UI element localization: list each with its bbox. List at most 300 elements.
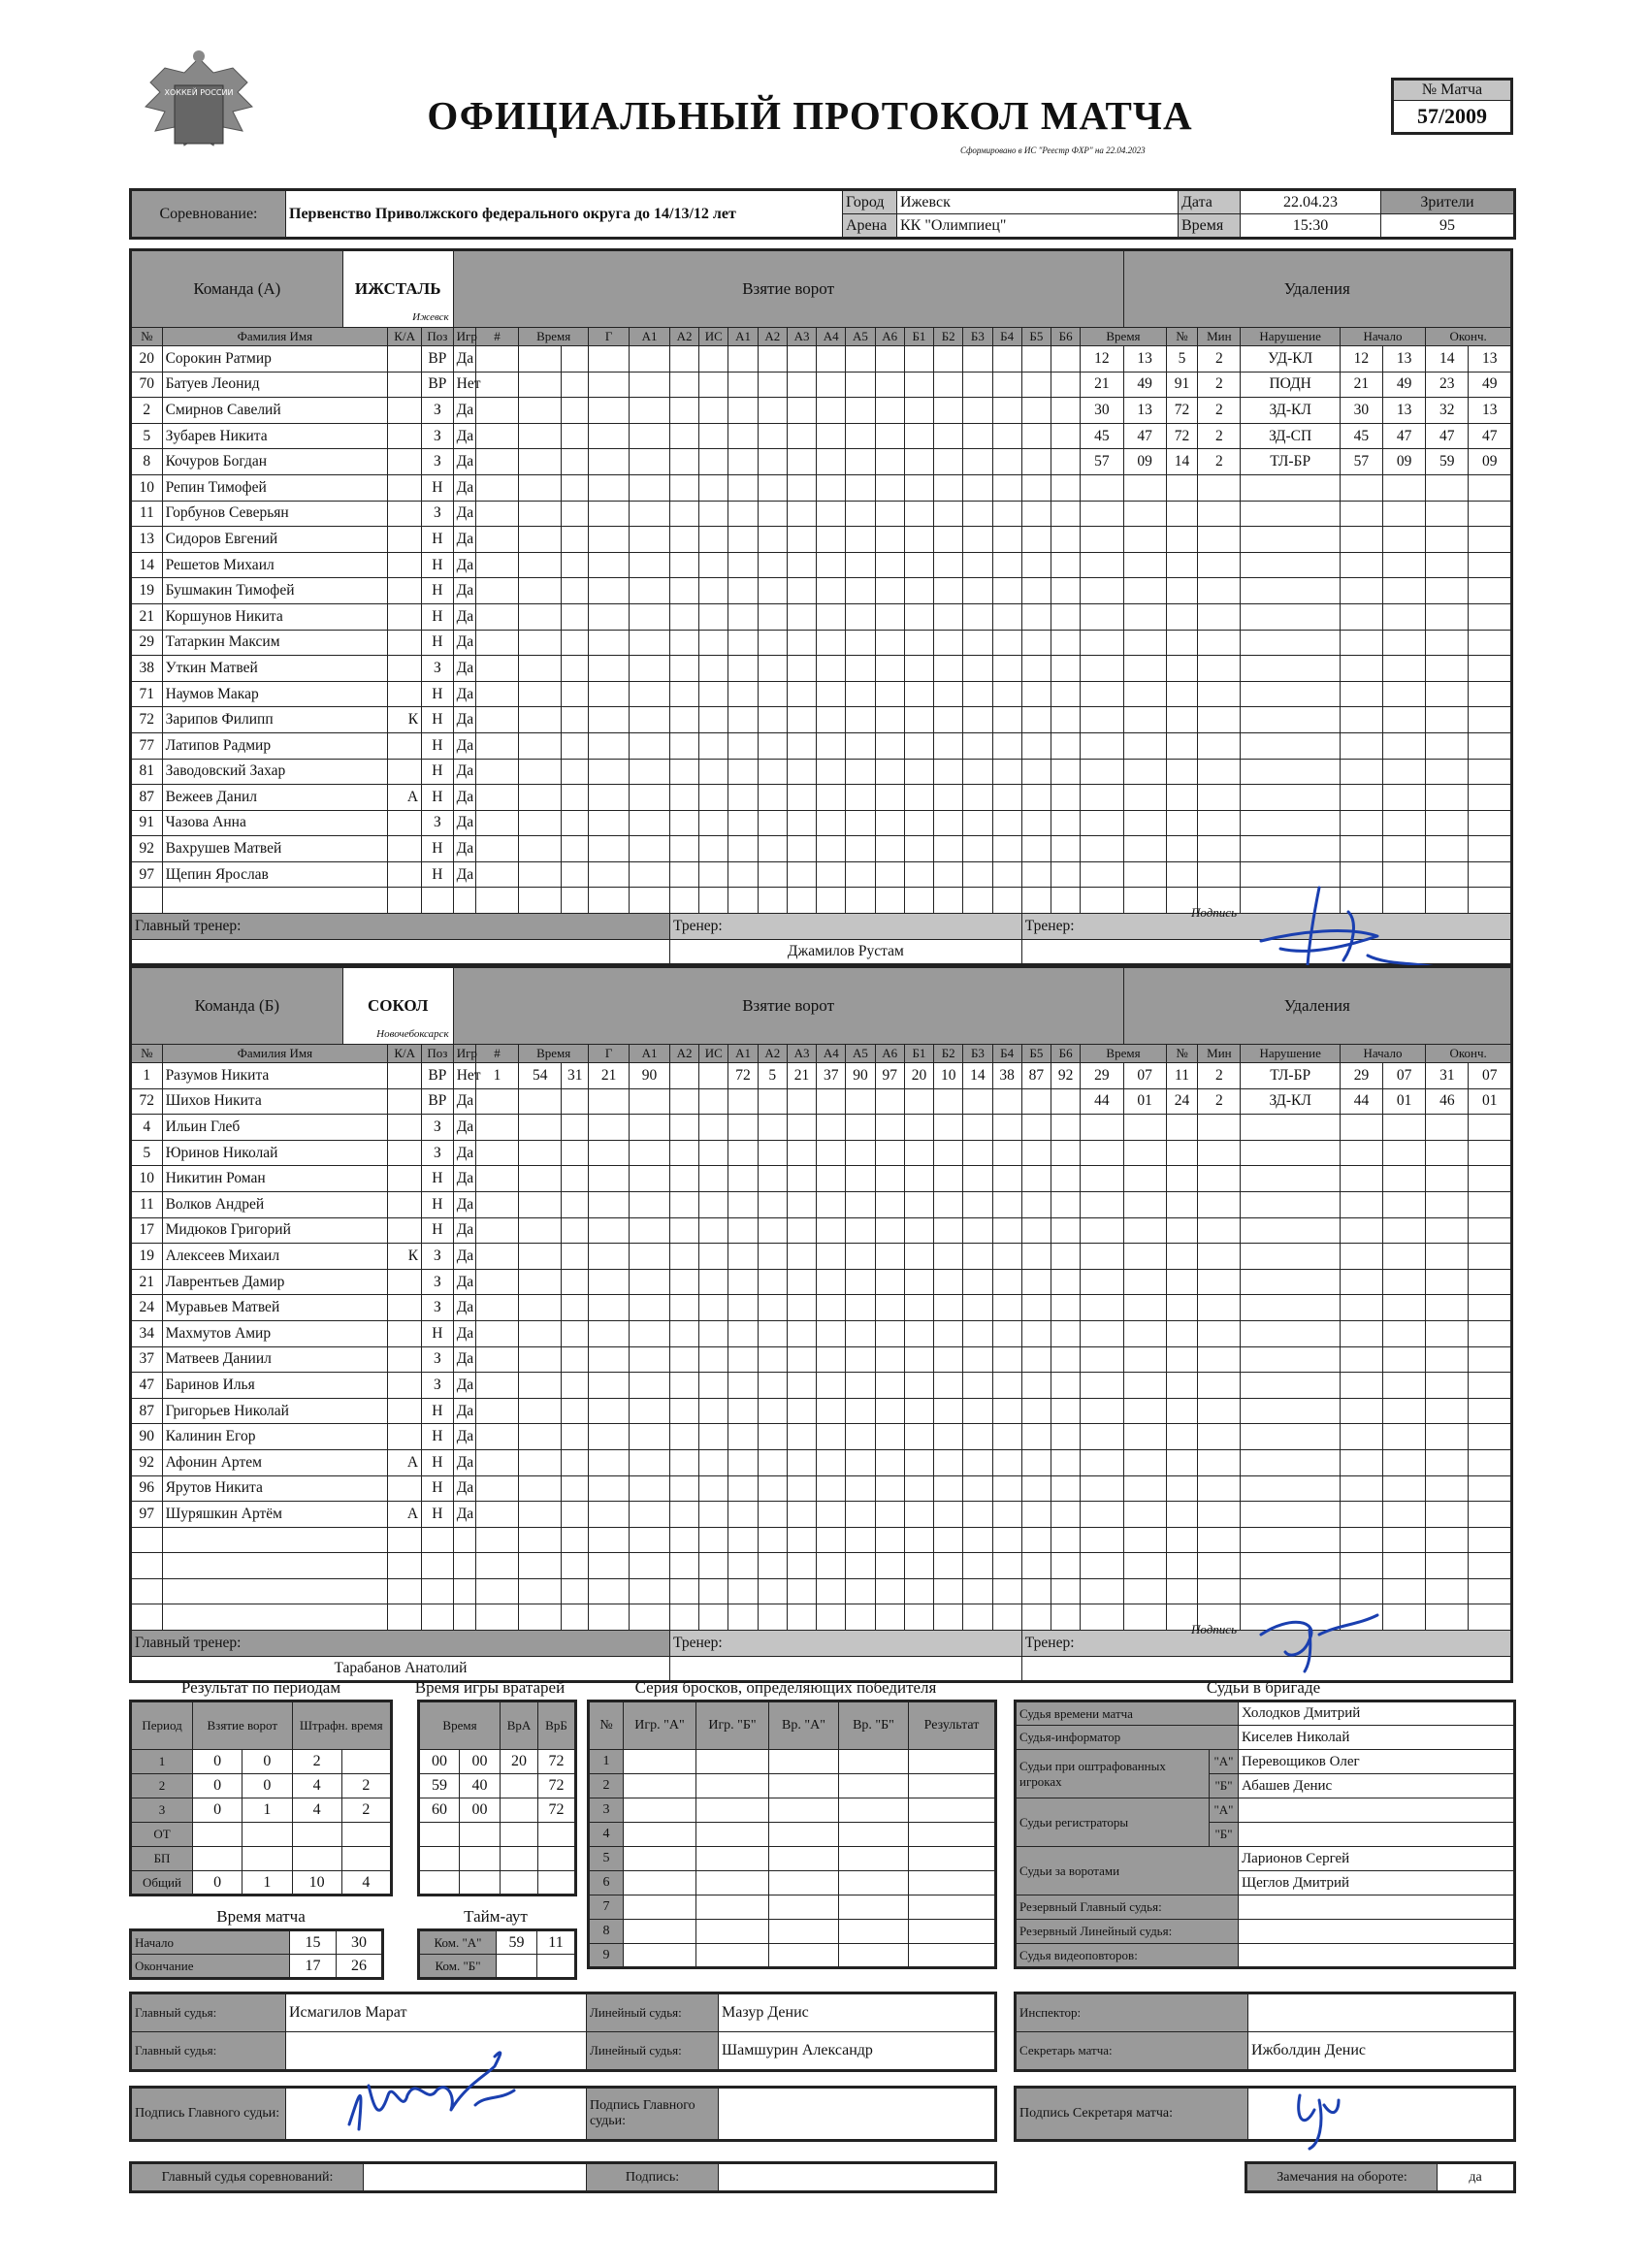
shootout-pb-header: Игр. "Б"	[696, 1701, 769, 1750]
goal-min	[519, 1115, 562, 1141]
goal-on-ice-minus	[934, 1320, 963, 1346]
penalty-min	[1081, 603, 1123, 630]
goal-on-ice-plus	[728, 1346, 758, 1373]
goal-number	[475, 1604, 518, 1631]
goal-scorer	[589, 1217, 630, 1244]
player-role	[388, 861, 422, 888]
table-row	[131, 759, 1512, 785]
goal-on-ice-plus	[875, 1244, 904, 1270]
player-number: 14	[131, 552, 163, 578]
goal-on-ice-plus	[817, 603, 846, 630]
goal-on-ice-minus	[992, 1398, 1021, 1424]
player-name: Коршунов Никита	[162, 603, 388, 630]
shootout-no: 4	[589, 1823, 624, 1847]
goal-on-ice-plus	[728, 474, 758, 501]
goal-assist-2	[669, 810, 698, 836]
penalty-violation	[1241, 759, 1340, 785]
goal-assist-2	[669, 578, 698, 604]
player-position: Н	[422, 578, 454, 604]
goal-on-ice-plus	[787, 552, 816, 578]
goal-on-ice-plus	[728, 1424, 758, 1450]
goal-on-ice-plus	[758, 1217, 787, 1244]
goal-situation	[699, 861, 728, 888]
goal-on-ice-plus	[817, 836, 846, 862]
period-pim-a	[292, 1823, 341, 1847]
goal-on-ice-minus	[992, 501, 1021, 527]
time-label: Время	[1179, 214, 1241, 239]
col-pen_time: Время	[1081, 328, 1166, 346]
goal-scorer	[589, 501, 630, 527]
player-number	[131, 888, 163, 914]
penalty-end-min	[1426, 1320, 1469, 1346]
goal-on-ice-minus	[904, 1244, 933, 1270]
goalie-a	[501, 1798, 538, 1823]
table-row	[131, 346, 1512, 373]
penalty-minutes	[1198, 527, 1241, 553]
penalty-end-sec	[1469, 810, 1512, 836]
goal-on-ice-minus	[904, 423, 933, 449]
goal-on-ice-minus	[1051, 1320, 1081, 1346]
goal-sec	[562, 423, 589, 449]
goal-on-ice-plus	[787, 501, 816, 527]
goal-min	[519, 1449, 562, 1475]
goal-on-ice-minus	[1051, 1269, 1081, 1295]
penalty-end-min	[1426, 785, 1469, 811]
goal-on-ice-plus	[728, 888, 758, 914]
player-number: 34	[131, 1320, 163, 1346]
col-p3: А3	[787, 328, 816, 346]
goal-min	[519, 1373, 562, 1399]
goal-on-ice-minus	[1051, 656, 1081, 682]
goal-assist-2	[669, 603, 698, 630]
penalty-minutes	[1198, 1320, 1241, 1346]
goal-situation	[699, 1373, 728, 1399]
period-pim-a: 2	[292, 1750, 341, 1774]
goal-on-ice-minus	[904, 1502, 933, 1528]
goal-on-ice-plus	[817, 759, 846, 785]
goal-scorer	[589, 785, 630, 811]
goal-number	[475, 707, 518, 733]
timekeeper-label: Судья времени матча	[1016, 1701, 1239, 1726]
goal-assist-1	[630, 501, 670, 527]
goal-on-ice-minus	[992, 1140, 1021, 1166]
goal-on-ice-minus	[1051, 1578, 1081, 1604]
main-judge-label-2: Главный судья:	[131, 2032, 286, 2071]
penalty-player	[1166, 1320, 1198, 1346]
goal-on-ice-minus	[1051, 732, 1081, 759]
penalty-minutes	[1198, 732, 1241, 759]
player-number: 11	[131, 1191, 163, 1217]
arena: КК "Олимпиец"	[897, 214, 1179, 239]
goal-on-ice-minus	[992, 1527, 1021, 1553]
goal-on-ice-minus	[1051, 630, 1081, 656]
player-name: Алексеев Михаил	[162, 1244, 388, 1270]
penalty-min	[1081, 1140, 1123, 1166]
penalty-minutes	[1198, 1115, 1241, 1141]
goal-number	[475, 836, 518, 862]
goal-on-ice-plus	[817, 1604, 846, 1631]
col-p4: А4	[817, 1045, 846, 1063]
goal-on-ice-plus	[817, 1346, 846, 1373]
player-played: Да	[453, 836, 475, 862]
referees-title: Судьи в бригаде	[1206, 1678, 1321, 1697]
goal-on-ice-minus	[904, 888, 933, 914]
penalty-start-min	[1340, 1527, 1382, 1553]
penalty-end-sec	[1469, 501, 1512, 527]
goal-on-ice-minus	[992, 888, 1021, 914]
timeout-b-label: Ком. "Б"	[419, 1955, 497, 1979]
goal-on-ice-plus	[875, 1527, 904, 1553]
goal-on-ice-minus	[934, 1398, 963, 1424]
player-position: ВР	[422, 346, 454, 373]
player-played: Да	[453, 1475, 475, 1502]
shootout-no: 9	[589, 1944, 624, 1968]
goalie-sec: 40	[460, 1774, 501, 1798]
goal-on-ice-minus	[963, 785, 992, 811]
player-played: Да	[453, 1295, 475, 1321]
goal-min	[519, 1527, 562, 1553]
goal-sec	[562, 527, 589, 553]
col-pen_end: Оконч.	[1426, 328, 1512, 346]
goal-on-ice-plus	[758, 372, 787, 398]
goal-assist-2	[669, 1166, 698, 1192]
player-played	[453, 1553, 475, 1579]
goal-scorer	[589, 810, 630, 836]
penalty-min	[1081, 1578, 1123, 1604]
goal-sec	[562, 1373, 589, 1399]
goal-number	[475, 681, 518, 707]
timeout-a-sec: 11	[537, 1930, 576, 1955]
goalie-b: 72	[538, 1798, 576, 1823]
penalty-player	[1166, 1115, 1198, 1141]
player-role	[388, 578, 422, 604]
penalty-violation	[1241, 1244, 1340, 1270]
goal-number	[475, 449, 518, 475]
goal-on-ice-plus	[728, 861, 758, 888]
goal-situation	[699, 1088, 728, 1115]
goal-sec	[562, 398, 589, 424]
penalty-end-min	[1426, 1269, 1469, 1295]
goal-scorer	[589, 836, 630, 862]
period-name: Общий	[131, 1871, 193, 1895]
goal-on-ice-minus	[1051, 1166, 1081, 1192]
goal-on-ice-plus	[846, 603, 875, 630]
penalty-violation	[1241, 1140, 1340, 1166]
goal-assist-2	[669, 1475, 698, 1502]
player-role	[388, 759, 422, 785]
goal-number	[475, 398, 518, 424]
penalty-minutes	[1198, 552, 1241, 578]
goal-on-ice-plus	[817, 346, 846, 373]
col-a1: А1	[630, 1045, 670, 1063]
penalty-start-sec	[1383, 552, 1426, 578]
goal-on-ice-plus	[846, 1140, 875, 1166]
goal-on-ice-plus	[758, 1166, 787, 1192]
goal-on-ice-minus	[1051, 603, 1081, 630]
goal-on-ice-minus	[1051, 1346, 1081, 1373]
player-role: А	[388, 1449, 422, 1475]
penalty-end-sec	[1469, 1424, 1512, 1450]
goal-on-ice-minus	[1021, 707, 1051, 733]
goal-on-ice-plus	[787, 1115, 816, 1141]
table-row	[131, 1140, 1512, 1166]
penalty-violation: ЗД-СП	[1241, 423, 1340, 449]
penalty-end-min	[1426, 707, 1469, 733]
goal-on-ice-plus	[846, 785, 875, 811]
penalty-player	[1166, 1553, 1198, 1579]
goal-on-ice-plus	[846, 1191, 875, 1217]
goal-on-ice-plus	[846, 888, 875, 914]
penalty-end-sec	[1469, 1191, 1512, 1217]
penalty-min: 12	[1081, 346, 1123, 373]
penalty-min	[1081, 681, 1123, 707]
penalty-end-sec	[1469, 1604, 1512, 1631]
goal-on-ice-minus	[1051, 1424, 1081, 1450]
goal-on-ice-plus	[728, 346, 758, 373]
penalty-player	[1166, 552, 1198, 578]
goal-on-ice-plus	[817, 1449, 846, 1475]
goal-sec	[562, 1295, 589, 1321]
goal-number	[475, 1398, 518, 1424]
penalty-min	[1081, 1553, 1123, 1579]
goal-scorer	[589, 398, 630, 424]
player-role: К	[388, 707, 422, 733]
goal-on-ice-minus	[1051, 681, 1081, 707]
player-position: Н	[422, 1449, 454, 1475]
period-goals-b: 1	[242, 1798, 292, 1823]
shootout-no: 2	[589, 1774, 624, 1798]
player-name: Баринов Илья	[162, 1373, 388, 1399]
goal-on-ice-minus	[1021, 603, 1051, 630]
player-played	[453, 1578, 475, 1604]
penalty-end-sec: 13	[1469, 346, 1512, 373]
goal-on-ice-minus	[1021, 1217, 1051, 1244]
goal-number	[475, 346, 518, 373]
goal-on-ice-plus	[728, 1115, 758, 1141]
goal-on-ice-minus	[934, 1088, 963, 1115]
player-role	[388, 1604, 422, 1631]
table-row	[419, 1750, 576, 1774]
table-row	[589, 1774, 996, 1798]
goal-on-ice-plus	[787, 1191, 816, 1217]
goal-on-ice-minus	[992, 861, 1021, 888]
goal-on-ice-plus	[787, 1320, 816, 1346]
goal-situation	[699, 1578, 728, 1604]
goal-on-ice-minus	[904, 372, 933, 398]
penalty-start-min	[1340, 1295, 1382, 1321]
player-name: Батуев Леонид	[162, 372, 388, 398]
page-subtitle: Сформировано в ИС "Реестр ФХР" на 22.04.2023	[960, 146, 1146, 155]
goal-on-ice-minus	[934, 1244, 963, 1270]
table-row	[589, 1895, 996, 1920]
penalty-sec: 13	[1123, 346, 1166, 373]
player-number: 20	[131, 346, 163, 373]
goal-on-ice-plus	[875, 1346, 904, 1373]
col-pen_end: Оконч.	[1426, 1045, 1512, 1063]
goal-assist-2	[669, 372, 698, 398]
player-position: З	[422, 398, 454, 424]
goal-judge-1: Ларионов Сергей	[1239, 1847, 1515, 1871]
goal-on-ice-plus	[728, 1604, 758, 1631]
goal-on-ice-minus	[1021, 1527, 1051, 1553]
goal-assist-2	[669, 1088, 698, 1115]
goal-on-ice-minus	[1051, 398, 1081, 424]
penalty-start-min	[1340, 1320, 1382, 1346]
goal-on-ice-plus	[758, 1244, 787, 1270]
table-row	[131, 423, 1512, 449]
goal-assist-1: 90	[630, 1063, 670, 1089]
goal-on-ice-plus	[875, 1166, 904, 1192]
periods-title: Результат по периодам	[180, 1678, 341, 1697]
penalty-start-sec	[1383, 1166, 1426, 1192]
goal-on-ice-plus	[875, 1502, 904, 1528]
period-pim-a: 10	[292, 1871, 341, 1895]
goal-on-ice-plus	[758, 1115, 787, 1141]
penalty-violation: ТЛ-БР	[1241, 449, 1340, 475]
goal-number	[475, 1502, 518, 1528]
goal-assist-1	[630, 578, 670, 604]
goal-on-ice-minus	[1051, 1088, 1081, 1115]
player-name	[162, 888, 388, 914]
goal-on-ice-plus	[728, 1578, 758, 1604]
penalty-min	[1081, 707, 1123, 733]
player-played: Да	[453, 1502, 475, 1528]
goal-on-ice-minus	[992, 810, 1021, 836]
penalty-start-sec	[1383, 1269, 1426, 1295]
goal-assist-2	[669, 1578, 698, 1604]
goal-number	[475, 603, 518, 630]
goal-on-ice-minus	[904, 707, 933, 733]
goal-min	[519, 630, 562, 656]
table-row	[131, 1088, 1512, 1115]
goal-on-ice-minus	[934, 1166, 963, 1192]
penalty-end-min: 46	[1426, 1088, 1469, 1115]
player-position: З	[422, 1373, 454, 1399]
goal-on-ice-plus	[817, 372, 846, 398]
penalty-sec	[1123, 1295, 1166, 1321]
player-role: А	[388, 785, 422, 811]
goal-min	[519, 1475, 562, 1502]
penalties-header: Удаления	[1123, 250, 1511, 328]
registrar-b-tag: "Б"	[1210, 1823, 1239, 1847]
goal-on-ice-minus	[992, 552, 1021, 578]
goal-on-ice-plus	[787, 1295, 816, 1321]
penalty-sec	[1123, 578, 1166, 604]
penalty-end-min	[1426, 656, 1469, 682]
goal-on-ice-minus	[1021, 1373, 1051, 1399]
col-p4: А4	[817, 328, 846, 346]
goal-on-ice-minus	[963, 552, 992, 578]
goal-on-ice-minus	[963, 1217, 992, 1244]
goal-on-ice-plus	[817, 398, 846, 424]
goal-on-ice-minus	[992, 1191, 1021, 1217]
goal-min	[519, 1553, 562, 1579]
col-m4: Б4	[992, 1045, 1021, 1063]
goal-min	[519, 1140, 562, 1166]
table-row	[131, 372, 1512, 398]
goal-on-ice-plus	[787, 656, 816, 682]
goal-on-ice-minus	[963, 1502, 992, 1528]
player-position: ВР	[422, 1063, 454, 1089]
penalty-end-min: 31	[1426, 1063, 1469, 1089]
col-pen_viol: Нарушение	[1241, 1045, 1340, 1063]
goal-on-ice-minus	[963, 1449, 992, 1475]
goal-assist-2	[669, 707, 698, 733]
penalty-end-min	[1426, 1166, 1469, 1192]
goal-on-ice-minus	[934, 1449, 963, 1475]
penalty-end-sec	[1469, 681, 1512, 707]
goal-sec	[562, 1475, 589, 1502]
goal-on-ice-minus	[963, 1269, 992, 1295]
col-m3: Б3	[963, 328, 992, 346]
goal-on-ice-minus	[992, 1553, 1021, 1579]
penalty-sec	[1123, 785, 1166, 811]
penalty-violation: ТЛ-БР	[1241, 1063, 1340, 1089]
penalty-violation	[1241, 1475, 1340, 1502]
goal-on-ice-minus	[1051, 449, 1081, 475]
goal-on-ice-minus	[1051, 1475, 1081, 1502]
goal-on-ice-minus	[934, 449, 963, 475]
penalty-player	[1166, 1373, 1198, 1399]
goal-on-ice-plus	[817, 578, 846, 604]
col-p6: А6	[875, 328, 904, 346]
penalty-end-min	[1426, 552, 1469, 578]
goalie-a-header: ВрА	[501, 1701, 538, 1750]
penalty-start-sec	[1383, 1424, 1426, 1450]
goal-on-ice-minus	[963, 1553, 992, 1579]
goal-situation	[699, 552, 728, 578]
penalty-minutes	[1198, 1373, 1241, 1399]
goal-assist-1	[630, 527, 670, 553]
goal-on-ice-minus	[963, 1295, 992, 1321]
penalty-start-sec	[1383, 681, 1426, 707]
goal-on-ice-minus	[1021, 474, 1051, 501]
shootout-result-header: Результат	[909, 1701, 996, 1750]
penalty-start-sec	[1383, 527, 1426, 553]
inspector-label: Инспектор:	[1016, 1993, 1248, 2032]
spectators-label: Зрители	[1381, 190, 1515, 214]
penalty-violation: ПОДН	[1241, 372, 1340, 398]
goal-on-ice-minus	[904, 785, 933, 811]
timeout-a-min: 59	[497, 1930, 537, 1955]
goal-on-ice-plus	[728, 1320, 758, 1346]
goal-assist-2	[669, 1527, 698, 1553]
goal-on-ice-plus	[728, 1553, 758, 1579]
player-played: Да	[453, 578, 475, 604]
penalty-player	[1166, 1269, 1198, 1295]
match-end-min: 26	[337, 1955, 383, 1979]
goal-on-ice-minus	[992, 372, 1021, 398]
penalty-start-min: 44	[1340, 1088, 1382, 1115]
penalty-end-sec	[1469, 1398, 1512, 1424]
penalty-min	[1081, 1166, 1123, 1192]
goal-on-ice-minus	[1051, 501, 1081, 527]
period-pim-b	[341, 1823, 391, 1847]
goal-assist-2	[669, 732, 698, 759]
penalty-start-min	[1340, 732, 1382, 759]
penalty-start-sec	[1383, 810, 1426, 836]
player-role: К	[388, 1244, 422, 1270]
shootout-no: 6	[589, 1871, 624, 1895]
line-judge-label-2: Линейный судья:	[587, 2032, 719, 2071]
penalty-player	[1166, 861, 1198, 888]
goal-on-ice-minus	[963, 527, 992, 553]
penalty-minutes	[1198, 501, 1241, 527]
player-played: Да	[453, 1424, 475, 1450]
table-row	[131, 1191, 1512, 1217]
player-position: Н	[422, 552, 454, 578]
goal-situation	[699, 603, 728, 630]
